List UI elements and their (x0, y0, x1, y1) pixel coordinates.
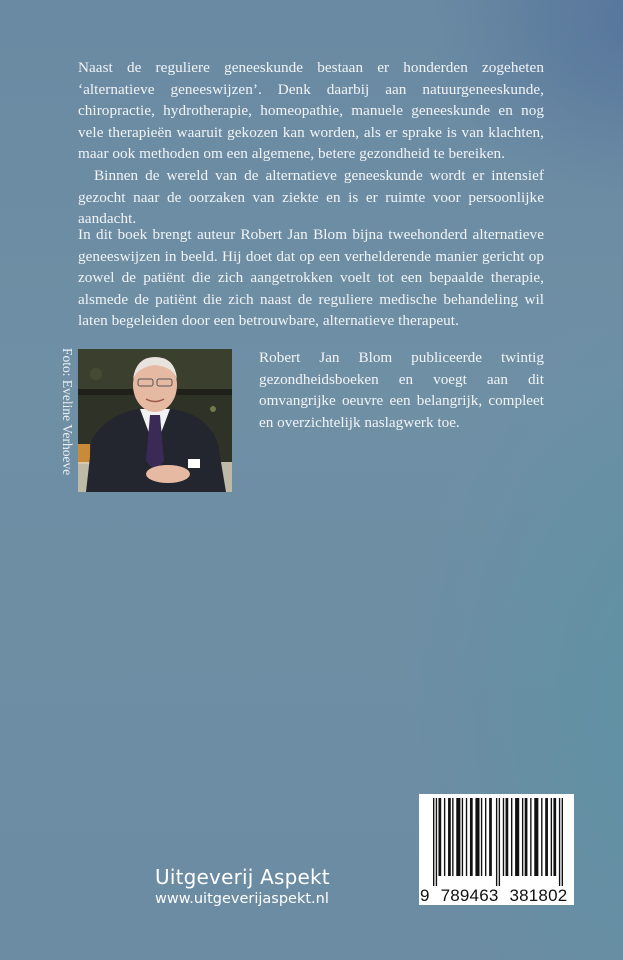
book-description-paragraph: In dit boek brengt auteur Robert Jan Blom bijna tweehonderd alternatieve geneeswijzen in beeld. Hij doet dat op een verhelderende manier gericht op zowel de patiënt die zich aangetrokken voelt tot een bepaalde therapie, alsmede de patiënt die zich naast de reguliere medische behandeling wil laten begeleiden door een betrouwbare, alternatieve therapeut. (78, 226, 544, 330)
isbn-group-2: 381802 (509, 886, 568, 905)
isbn-digits (420, 887, 573, 904)
publisher-block (155, 865, 330, 909)
intro-paragraph: Naast de reguliere geneeskunde bestaan er honderden zogeheten ‘alternatieve geneeswijzen’. Denk daarbij aan natuurgeneeskunde, chiropractie, hydrotherapie, homeopathie, manuele geneeskunde en nog vele therapieën waaruit gekozen kan worden, als er sprake is van klachten, maar ook methoden om een algemene, betere gezondheid te bereiken. (78, 59, 544, 163)
isbn-barcode (419, 794, 574, 905)
author-portrait-illustration (78, 349, 232, 492)
barcode-bars-graphic (433, 798, 563, 886)
second-paragraph: Binnen de wereld van de alternatieve geneeskunde wordt er intensief gezocht naar de oorzaken van ziekte en is er ruimte voor persoonlijke aandacht. (78, 166, 544, 228)
isbn-first-digit: 9 (420, 886, 430, 905)
photo-credit: Foto: Eveline Verhoeve (60, 348, 75, 476)
author-bio: Robert Jan Blom publiceerde twintig gezondheidsboeken en voegt aan dit omvangrijke oeuvre een belangrijk, compleet en overzichtelijk naslagwerk toe. (259, 349, 544, 431)
isbn-group-1: 789463 (440, 886, 499, 905)
publisher-url[interactable]: www.uitgeverijaspekt.nl (155, 891, 329, 907)
intro-section (78, 57, 544, 230)
book-description-section (78, 224, 544, 332)
author-photo (78, 349, 232, 492)
publisher-name: Uitgeverij Aspekt (155, 865, 330, 889)
